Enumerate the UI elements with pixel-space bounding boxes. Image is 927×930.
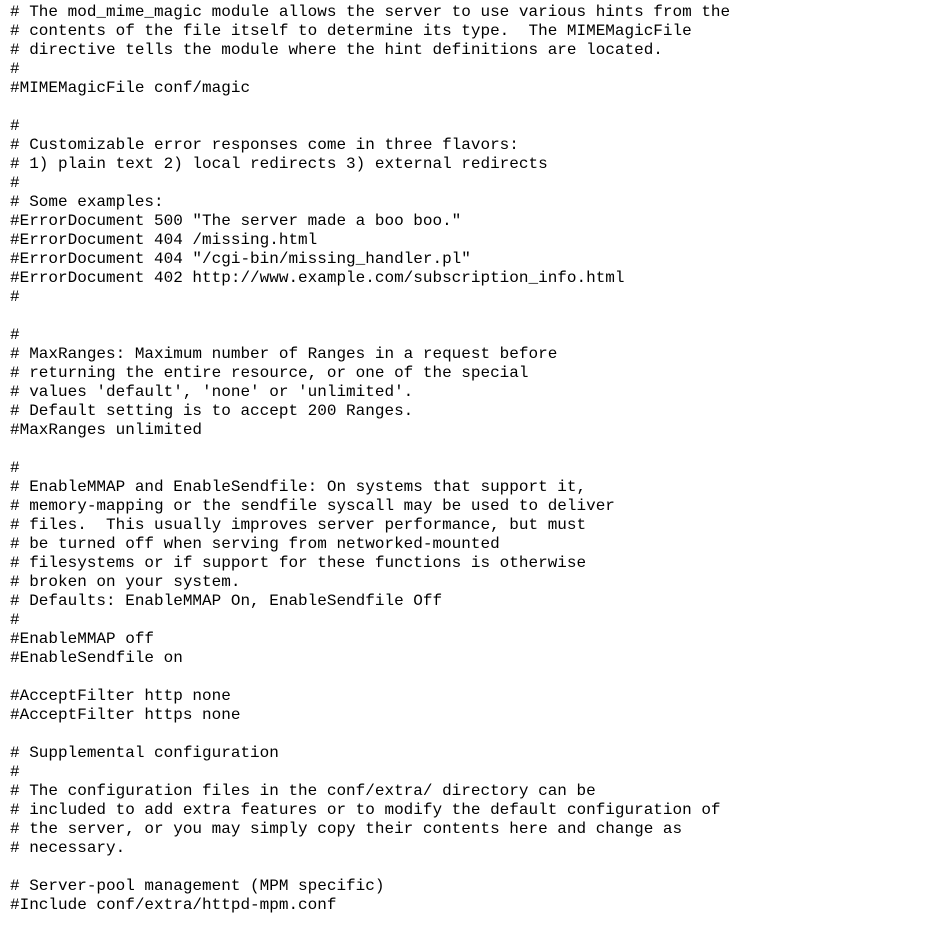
code-line-23: #MaxRanges unlimited xyxy=(10,421,203,439)
code-line-14: #ErrorDocument 404 "/cgi-bin/missing_handler.pl" xyxy=(10,250,471,268)
code-line-21: # values 'default', 'none' or 'unlimited'. xyxy=(10,383,414,401)
code-line-4: # xyxy=(10,60,20,78)
code-line-3: # directive tells the module where the hint definitions are located. xyxy=(10,41,663,59)
code-line-36 xyxy=(10,668,927,687)
code-line-48: #Include conf/extra/httpd-mpm.conf xyxy=(10,896,337,914)
code-line-7: # xyxy=(10,117,20,135)
code-line-16: # xyxy=(10,288,20,306)
code-line-44: # the server, or you may simply copy their contents here and change as xyxy=(10,820,683,838)
code-line-6 xyxy=(10,98,927,117)
code-line-5: #MIMEMagicFile conf/magic xyxy=(10,79,251,97)
code-line-38: #AcceptFilter https none xyxy=(10,706,241,724)
code-line-8: # Customizable error responses come in three flavors: xyxy=(10,136,519,154)
code-line-18: # xyxy=(10,326,20,344)
code-line-41: # xyxy=(10,763,20,781)
code-line-9: # 1) plain text 2) local redirects 3) external redirects xyxy=(10,155,548,173)
code-line-25: # xyxy=(10,459,20,477)
text-editor[interactable] xyxy=(10,3,927,930)
code-line-24 xyxy=(10,440,927,459)
code-line-43: # included to add extra features or to modify the default configuration of xyxy=(10,801,721,819)
code-line-29: # be turned off when serving from networked-mounted xyxy=(10,535,500,553)
code-line-27: # memory-mapping or the sendfile syscall may be used to deliver xyxy=(10,497,615,515)
code-line-35: #EnableSendfile on xyxy=(10,649,183,667)
code-line-15: #ErrorDocument 402 http://www.example.com/subscription_info.html xyxy=(10,269,625,287)
code-line-46 xyxy=(10,858,927,877)
code-line-11: # Some examples: xyxy=(10,193,164,211)
code-line-39 xyxy=(10,725,927,744)
code-line-30: # filesystems or if support for these functions is otherwise xyxy=(10,554,587,572)
code-line-28: # files. This usually improves server performance, but must xyxy=(10,516,587,534)
code-line-22: # Default setting is to accept 200 Ranges. xyxy=(10,402,414,420)
code-line-20: # returning the entire resource, or one of the special xyxy=(10,364,529,382)
code-line-45: # necessary. xyxy=(10,839,126,857)
code-line-40: # Supplemental configuration xyxy=(10,744,279,762)
code-line-47: # Server-pool management (MPM specific) xyxy=(10,877,385,895)
code-line-2: # contents of the file itself to determine its type. The MIMEMagicFile xyxy=(10,22,692,40)
code-line-34: #EnableMMAP off xyxy=(10,630,155,648)
code-line-37: #AcceptFilter http none xyxy=(10,687,231,705)
code-line-26: # EnableMMAP and EnableSendfile: On systems that support it, xyxy=(10,478,587,496)
code-line-19: # MaxRanges: Maximum number of Ranges in a request before xyxy=(10,345,558,363)
code-line-13: #ErrorDocument 404 /missing.html xyxy=(10,231,318,249)
code-line-10: # xyxy=(10,174,20,192)
code-line-33: # xyxy=(10,611,20,629)
code-line-12: #ErrorDocument 500 "The server made a boo boo." xyxy=(10,212,462,230)
code-line-31: # broken on your system. xyxy=(10,573,241,591)
code-line-42: # The configuration files in the conf/extra/ directory can be xyxy=(10,782,596,800)
code-line-1: # The mod_mime_magic module allows the server to use various hints from the xyxy=(10,3,731,21)
code-line-17 xyxy=(10,307,927,326)
code-line-32: # Defaults: EnableMMAP On, EnableSendfile Off xyxy=(10,592,443,610)
